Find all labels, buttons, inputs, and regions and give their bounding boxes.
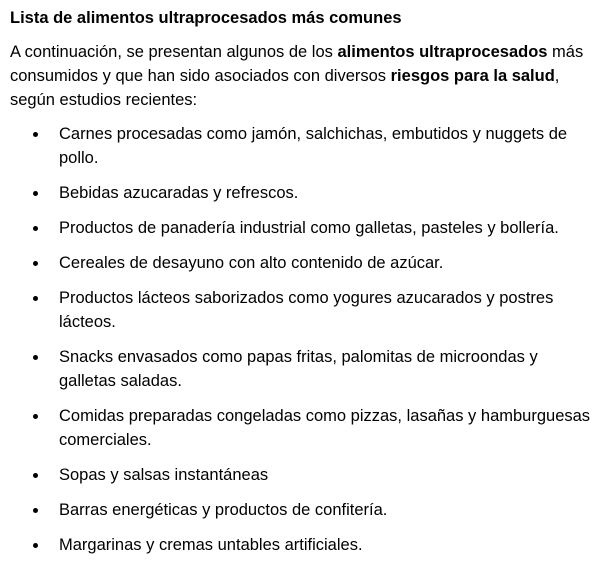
- list-item-text: Productos lácteos saborizados como yogures azucarados y postres lácteos.: [59, 289, 554, 331]
- bullet-icon: [33, 508, 38, 513]
- list-item: [10, 122, 598, 170]
- list-item-text: Snacks envasados como papas fritas, palomitas de microondas y galletas saladas.: [59, 348, 538, 390]
- list-item-text: Barras energéticas y productos de confitería.: [59, 501, 388, 519]
- bullet-icon: [33, 414, 38, 419]
- bullet-icon: [33, 261, 38, 266]
- list-item: [10, 286, 598, 334]
- intro-text-2: más consumidos y que han sido asociados con diversos: [10, 43, 584, 85]
- list-item-text: Cereales de desayuno con alto contenido de azúcar.: [59, 254, 444, 272]
- intro-bold-2: riesgos para la salud: [390, 67, 555, 85]
- document-heading: Lista de alimentos ultraprocesados más comunes: [10, 9, 402, 27]
- list-item: [10, 463, 598, 487]
- intro-text-1: A continuación, se presentan algunos de los: [10, 43, 338, 61]
- list-item: [10, 533, 598, 557]
- bullet-icon: [33, 132, 38, 137]
- list-item-text: Bebidas azucaradas y refrescos.: [59, 184, 299, 202]
- bullet-icon: [33, 296, 38, 301]
- bullet-list: [10, 122, 598, 557]
- bullet-icon: [33, 191, 38, 196]
- bullet-icon: [33, 355, 38, 360]
- list-item-text: Margarinas y cremas untables artificiales.: [59, 536, 363, 554]
- list-item: [10, 216, 598, 240]
- list-item: [10, 345, 598, 393]
- intro-text-3: , según estudios recientes:: [10, 67, 560, 109]
- bullet-icon: [33, 473, 38, 478]
- list-item-text: Comidas preparadas congeladas como pizzas, lasañas y hamburguesas comerciales.: [59, 407, 591, 449]
- intro-bold-1: alimentos ultraprocesados: [337, 43, 548, 61]
- list-item: [10, 498, 598, 522]
- bullet-icon: [33, 226, 38, 231]
- list-item-text: Sopas y salsas instantáneas: [59, 466, 269, 484]
- list-item: [10, 404, 598, 452]
- bullet-icon: [33, 543, 38, 548]
- list-item-text: Carnes procesadas como jamón, salchichas, embutidos y nuggets de pollo.: [59, 125, 568, 167]
- list-item-text: Productos de panadería industrial como galletas, pasteles y bollería.: [59, 219, 559, 237]
- intro-paragraph: [10, 40, 598, 112]
- list-item: [10, 251, 598, 275]
- list-item: [10, 181, 598, 205]
- document-body: [10, 6, 598, 568]
